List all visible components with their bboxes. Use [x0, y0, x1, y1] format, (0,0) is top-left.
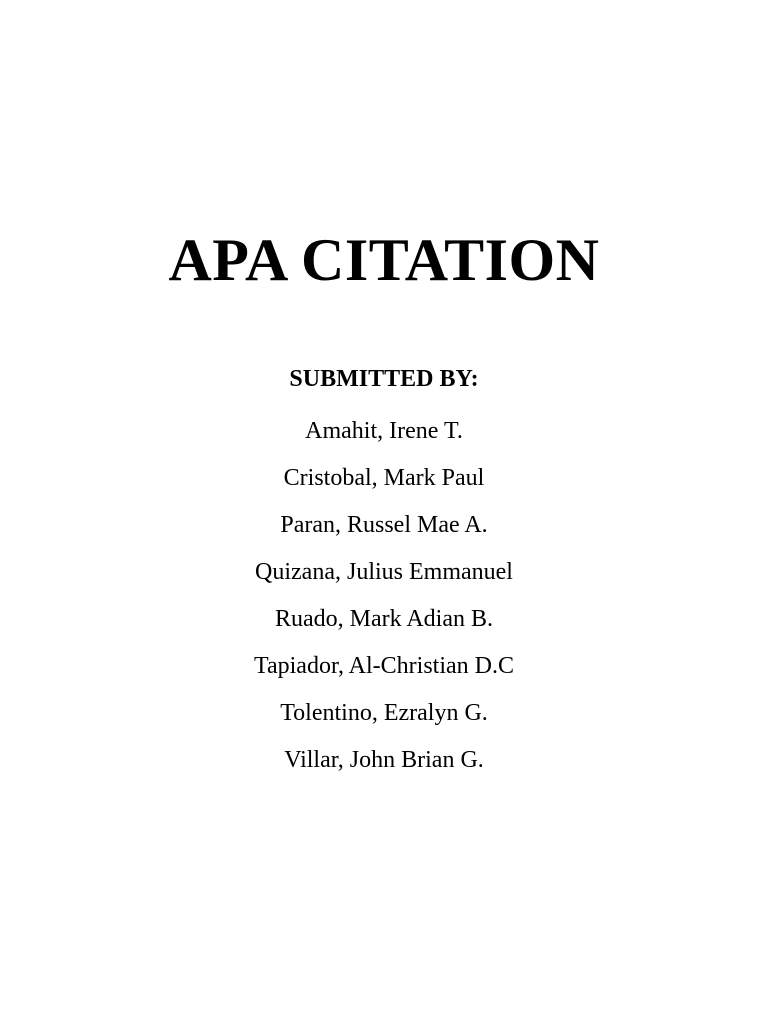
member-name: Cristobal, Mark Paul	[283, 465, 485, 491]
member-name: Paran, Russel Mae A.	[280, 512, 488, 538]
member-name: Tolentino, Ezralyn G.	[280, 700, 488, 726]
member-list	[0, 408, 768, 784]
document-title: APA CITATION	[168, 227, 600, 293]
member-name: Ruado, Mark Adian B.	[275, 606, 493, 632]
member-name: Quizana, Julius Emmanuel	[255, 559, 513, 585]
member-name: Amahit, Irene T.	[305, 418, 463, 444]
member-name: Tapiador, Al-Christian D.C	[254, 653, 514, 679]
submitted-by-label: SUBMITTED BY:	[289, 366, 479, 392]
member-name: Villar, John Brian G.	[284, 747, 484, 773]
